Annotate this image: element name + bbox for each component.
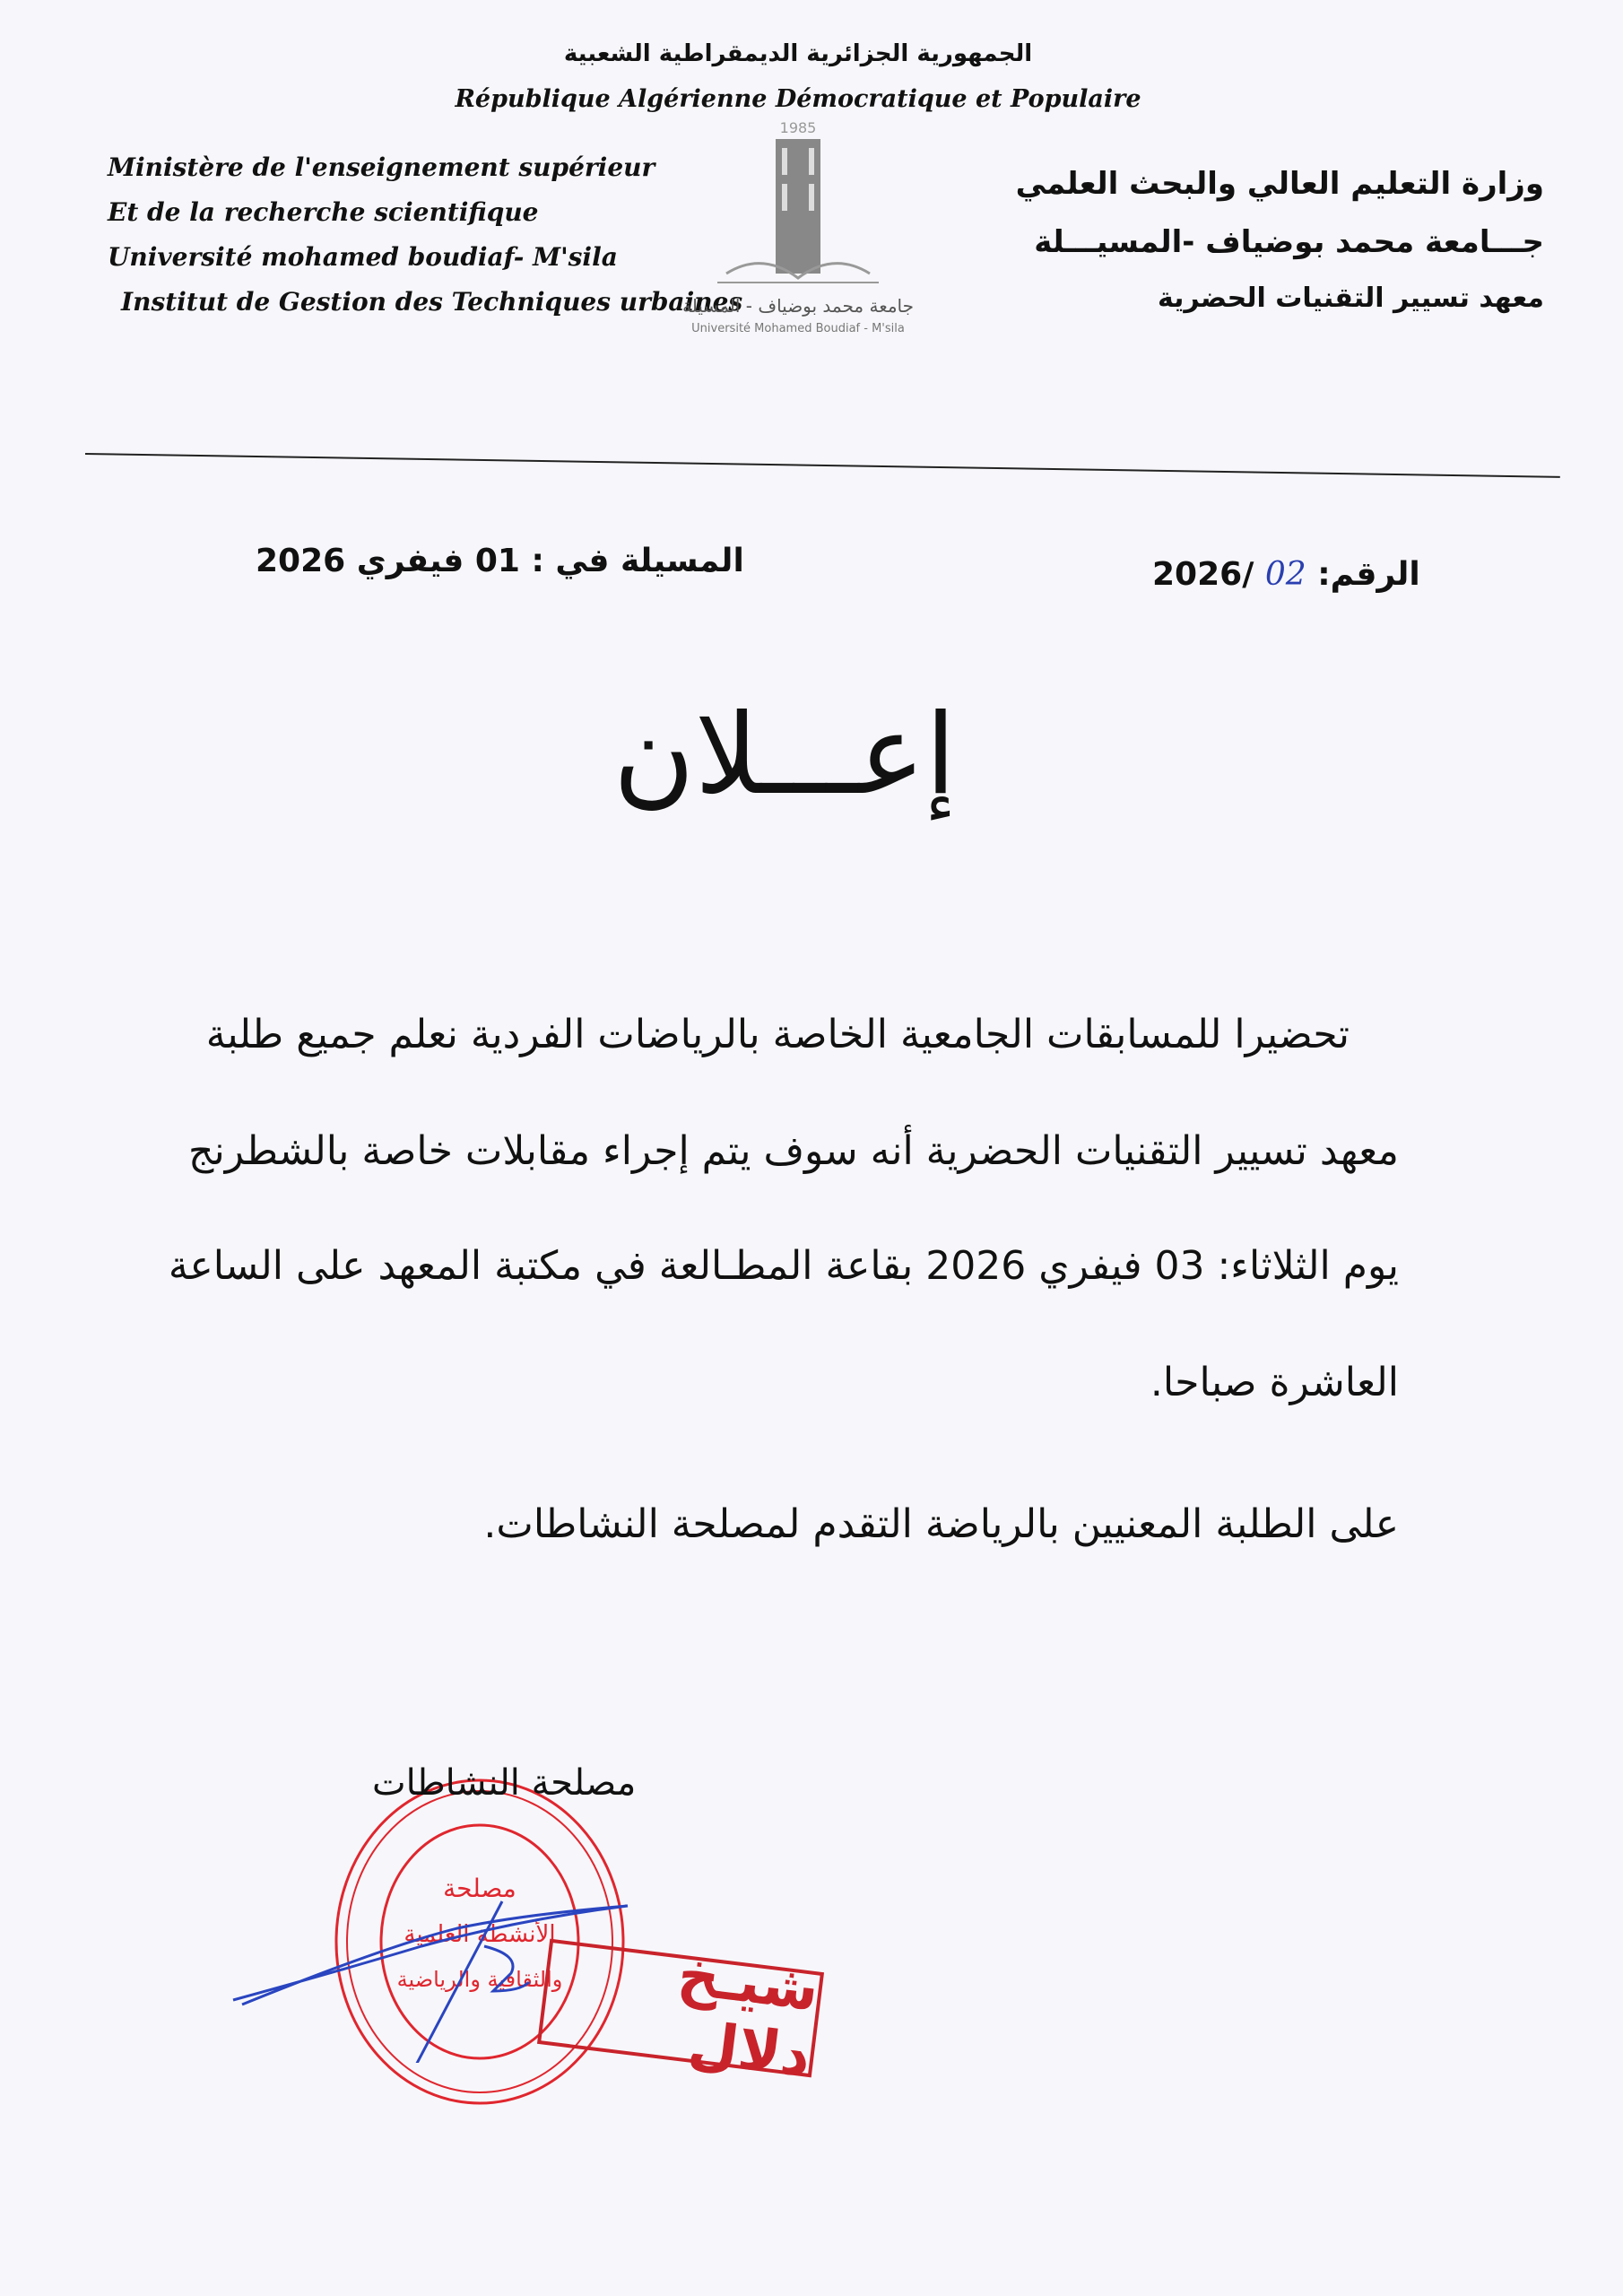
ref-label: الرقم:	[1317, 556, 1420, 593]
institute-fr: Institut de Gestion des Techniques urbaines	[121, 287, 743, 317]
university-fr: Université mohamed boudiaf- M'sila	[108, 242, 618, 272]
handwritten-signature	[224, 1866, 646, 2063]
stamp-line-3: والثقافية والرياضية	[396, 1967, 563, 1992]
institute-ar: معهد تسيير التقنيات الحضرية	[1157, 283, 1544, 314]
header-divider	[85, 453, 1560, 478]
announcement-title: إعـــلان	[612, 691, 957, 820]
body-line-2: معهد تسيير التقنيات الحضرية أنه سوف يتم إجراء مقابلات خاصة بالشطرنج	[188, 1128, 1399, 1174]
ref-year: /2026	[1152, 556, 1254, 593]
body-line-4: العاشرة صباحا.	[1150, 1360, 1399, 1405]
reference-number	[1152, 556, 1420, 593]
body-line-1: تحضيرا للمسابقات الجامعية الخاصة بالرياضات الفردية نعلم جميع طلبة	[205, 1012, 1350, 1057]
logo-name-fr: Université Mohamed Boudiaf - M'sila	[691, 322, 905, 335]
university-logo	[664, 117, 933, 341]
research-fr: Et de la recherche scientifique	[108, 197, 539, 227]
republic-french: République Algérienne Démocratique et Populaire	[455, 85, 1141, 113]
logo-name-ar: جامعة محمد بوضياف - المسيلة	[681, 295, 915, 317]
republic-arabic: الجمهورية الجزائرية الديمقراطية الشعبية	[563, 40, 1033, 67]
office-signature-label: مصلحة النشاطات	[372, 1762, 637, 1804]
stamp-line-1: مصلحة	[443, 1874, 516, 1903]
body-line-5: على الطلبة المعنيين بالرياضة التقدم لمصلحة النشاطات.	[483, 1501, 1399, 1547]
place-date: المسيلة في : 01 فيفري 2026	[256, 543, 744, 579]
ref-number: 02	[1264, 556, 1306, 593]
body-line-3: يوم الثلاثاء: 03 فيفري 2026 بقاعة المطـالعة في مكتبة المعهد على الساعة	[168, 1243, 1399, 1289]
ministry-fr: Ministère de l'enseignement supérieur	[108, 152, 655, 182]
university-ar: جـــامعة محمد بوضياف -المسيـــلة	[1034, 224, 1544, 260]
stamp-line-2: الأنشطة العلمية	[404, 1921, 556, 1948]
ministry-ar: وزارة التعليم العالي والبحث العلمي	[1015, 166, 1544, 202]
logo-year: 1985	[779, 119, 817, 136]
name-stamp-text: شيـخ دلال	[673, 1941, 822, 2091]
